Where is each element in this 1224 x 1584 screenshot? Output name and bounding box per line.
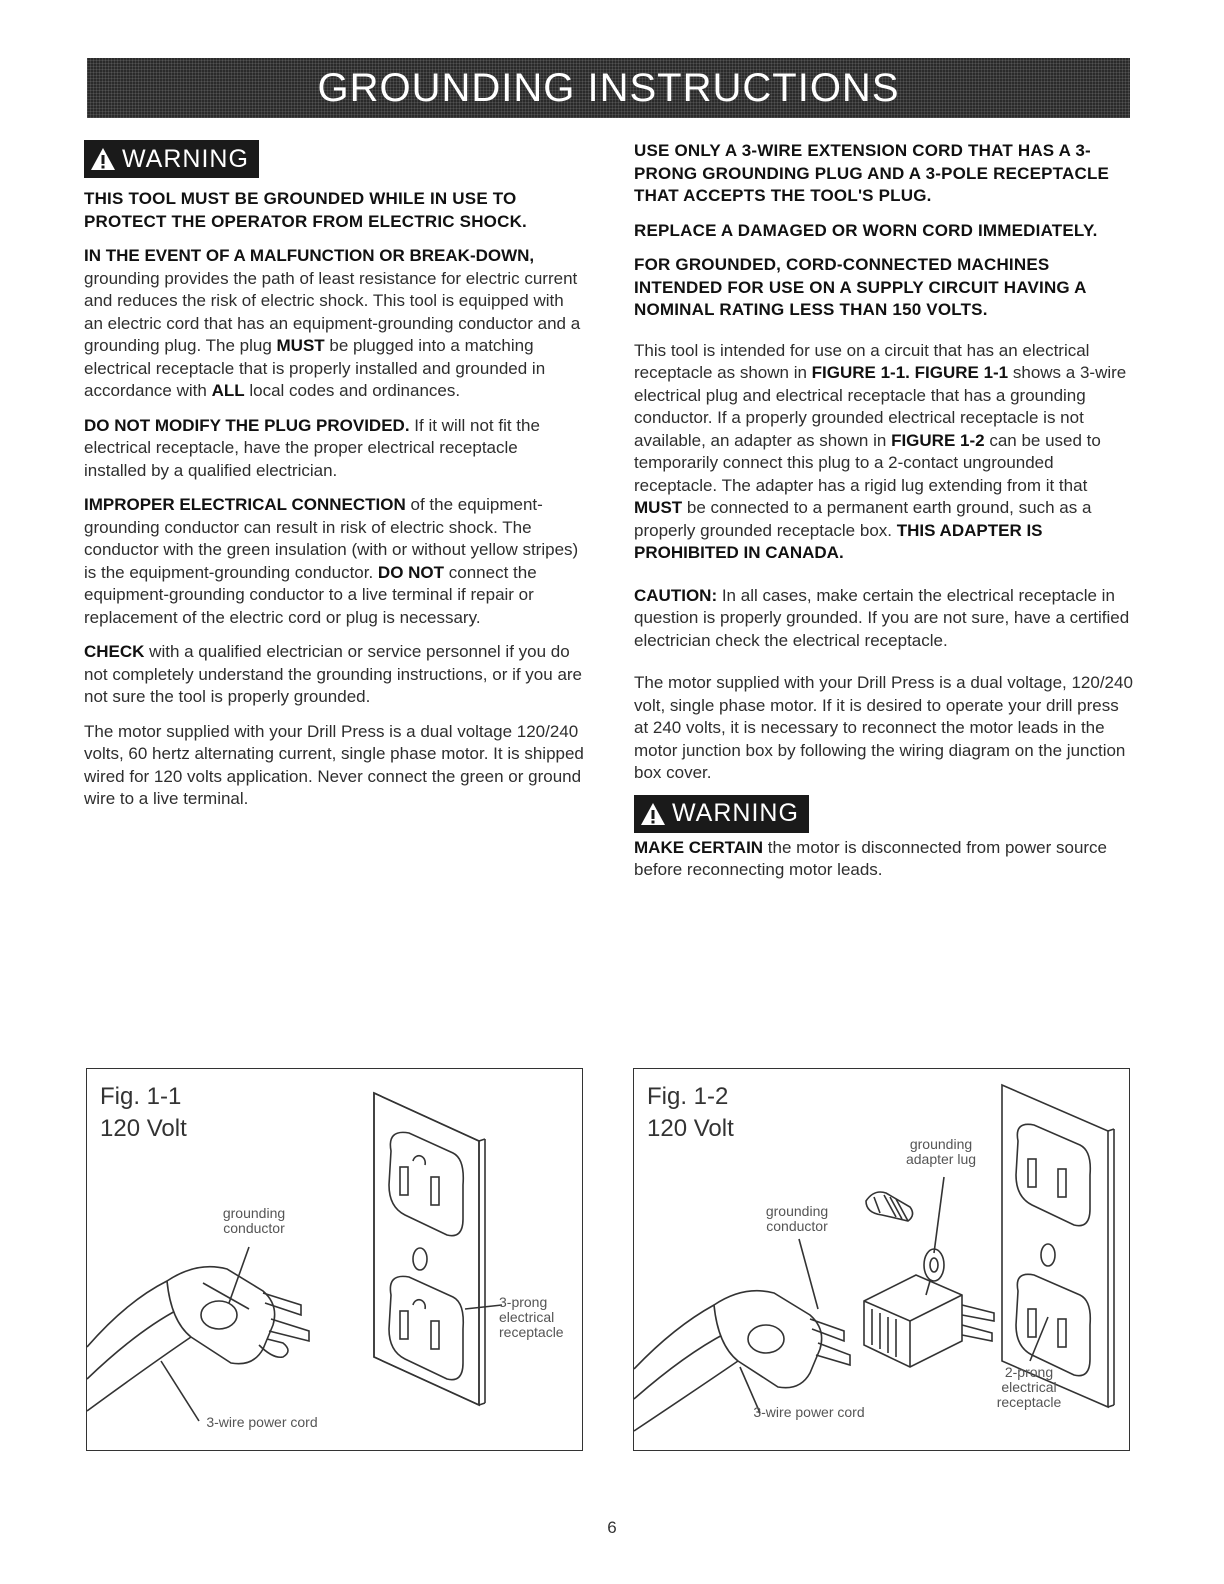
figure-1-2-ref: FIGURE 1-2	[891, 430, 985, 450]
check-lead: CHECK	[84, 642, 145, 661]
circuit-text-d: be connected to a permanent earth ground, such as a properly grounded receptacle box.	[634, 498, 1092, 540]
warning-text: THIS TOOL MUST BE GROUNDED WHILE IN USE TO PROTECT THE OPERATOR FROM ELECTRIC SHOCK.	[84, 189, 527, 231]
must-emphasis: MUST	[276, 336, 325, 355]
section-title-bar	[87, 58, 1130, 118]
warning-label: WARNING	[122, 144, 249, 173]
malfunction-text-a: grounding provides the path of least resistance for electric current and reduces the risk of electric shock. This tool is equipped with an electric cord that has an equipment-grounding conductor and a grounding plug. The plug	[84, 268, 581, 355]
warning-banner	[84, 140, 259, 178]
check-text: with a qualified electrician or service personnel if you do not completely understand the grounding instructions, or if you are not sure the tool is properly grounded.	[84, 642, 583, 706]
fig1-title-text: Fig. 1-1	[100, 1083, 182, 1110]
circuit-paragraph	[634, 340, 1134, 565]
section-title: GROUNDING INSTRUCTIONS	[317, 65, 900, 110]
figure-1-2-title	[647, 1081, 734, 1145]
make-certain-lead: MAKE CERTAIN	[634, 837, 764, 857]
fig2-cord-label: 3-wire power cord	[753, 1404, 865, 1420]
fig1-conductor-label-line1: grounding	[222, 1205, 286, 1221]
fig2-receptacle-label-line2: electrical	[1001, 1379, 1057, 1395]
malfunction-lead: IN THE EVENT OF A MALFUNCTION OR BREAK-DOWN,	[84, 246, 535, 265]
modify-plug-paragraph	[84, 415, 584, 483]
fig2-lug-label-line1: grounding	[909, 1136, 973, 1152]
fig2-lug-label	[891, 1137, 991, 1167]
fig2-receptacle-label	[984, 1365, 1074, 1410]
fig2-conductor-label-line1: grounding	[765, 1203, 829, 1219]
improper-text-a: of the equipment-grounding conductor can result in risk of electric shock. The conductor with the green insulation (with or without yellow stripes) is the equipment-grounding conductor.	[84, 495, 579, 582]
figure-1-1-title	[100, 1081, 187, 1145]
fig1-conductor-label-line2: conductor	[223, 1220, 285, 1236]
warning-banner-2	[634, 795, 809, 833]
left-column	[84, 140, 584, 823]
make-certain-paragraph	[634, 837, 1134, 882]
do-not-emphasis: DO NOT	[377, 562, 445, 582]
fig1-receptacle-label-line3: receptacle	[499, 1324, 564, 1340]
circuit-text-c: can be used to temporarily connect this plug to a 2-contact ungrounded receptacle. The adapter has a rigid lug extending from it that	[634, 430, 1101, 495]
warning-triangle-icon	[640, 802, 666, 826]
figure-1-2	[633, 1068, 1130, 1451]
fig2-lug-label-line2: adapter lug	[905, 1151, 977, 1167]
malfunction-paragraph	[84, 245, 584, 403]
fig2-receptacle-label-line1: 2-prong	[1004, 1364, 1054, 1380]
caution-paragraph	[634, 585, 1134, 653]
circuit-text-b: shows a 3-wire electrical plug and electrical receptacle that has a grounding conductor. If a properly grounded electrical receptacle is not available, an adapter as shown in	[634, 363, 1127, 450]
figure-1-1-ref: FIGURE 1-1. FIGURE 1-1	[811, 363, 1009, 382]
malfunction-text-b: be plugged into a matching electrical receptacle that is properly installed and grounded in accordance with	[84, 336, 546, 400]
motor-paragraph-right: The motor supplied with your Drill Press is a dual voltage, 120/240 volt, single phase motor. If it is desired to operate your drill press at 240 volts, it is necessary to reconnect the motor leads in the motor junction box by following the wiring diagram on the junction box cover.	[634, 673, 1133, 782]
fig1-conductor-label	[209, 1206, 299, 1236]
right-column	[634, 140, 1134, 894]
improper-connection-paragraph	[84, 494, 584, 629]
fig2-conductor-label-line2: conductor	[766, 1218, 828, 1234]
fig1-receptacle-label-line2: electrical	[499, 1309, 555, 1325]
all-emphasis: ALL	[211, 381, 245, 400]
fig2-receptacle-label-line3: receptacle	[996, 1394, 1062, 1410]
fig2-conductor-label	[752, 1204, 842, 1234]
caution-text: In all cases, make certain the electrical receptacle in question is properly grounded. If you are not sure, have a certified electrician check the electrical receptacle.	[634, 585, 1130, 650]
circuit-text-a: This tool is intended for use on a circuit that has an electrical receptacle as shown in	[634, 340, 1090, 382]
motor-paragraph-left: The motor supplied with your Drill Press is a dual voltage 120/240 volts, 60 hertz alternating current, single phase motor. It is shipped wired for 120 volts application. Never connect the green or ground wire to a live terminal.	[84, 721, 584, 808]
grounded-machines-heading: FOR GROUNDED, CORD-CONNECTED MACHINES INTENDED FOR USE ON A SUPPLY CIRCUIT HAVING A NOMINAL RATING LESS THAN 150 VOLTS.	[634, 255, 1086, 319]
figure-1-1	[86, 1068, 583, 1451]
fig1-receptacle-label-line1: 3-prong	[499, 1294, 548, 1310]
caution-lead: CAUTION:	[634, 585, 718, 605]
fig1-receptacle-label	[499, 1295, 579, 1340]
must-emphasis-right: MUST	[634, 498, 683, 517]
extension-cord-heading: USE ONLY A 3-WIRE EXTENSION CORD THAT HAS A 3-PRONG GROUNDING PLUG AND A 3-POLE RECEPTACLE THAT ACCEPTS THE TOOL'S PLUG.	[634, 141, 1110, 205]
modify-plug-text: If it will not fit the electrical receptacle, have the proper electrical receptacle installed by a qualified electrician.	[84, 415, 540, 480]
fig2-subtitle-text: 120 Volt	[647, 1115, 734, 1142]
make-certain-text: the motor is disconnected from power source before reconnecting motor leads.	[634, 837, 1108, 879]
warning-triangle-icon	[90, 147, 116, 171]
fig1-cord-label: 3-wire power cord	[206, 1414, 318, 1430]
page-number: 6	[607, 1518, 617, 1537]
warning-label-2: WARNING	[672, 799, 799, 828]
replace-cord-heading: REPLACE A DAMAGED OR WORN CORD IMMEDIATELY.	[634, 220, 1098, 240]
fig1-subtitle-text: 120 Volt	[100, 1115, 187, 1142]
improper-text-b: connect the equipment-grounding conductor to a live terminal if repair or replacement of the electric cord or plug is necessary.	[84, 562, 537, 627]
canada-prohibition: THIS ADAPTER IS PROHIBITED IN CANADA.	[634, 520, 1043, 562]
improper-connection-lead: IMPROPER ELECTRICAL CONNECTION	[84, 495, 406, 514]
fig2-title-text: Fig. 1-2	[647, 1083, 729, 1110]
modify-plug-lead: DO NOT MODIFY THE PLUG PROVIDED.	[84, 415, 410, 435]
check-paragraph	[84, 641, 584, 709]
malfunction-text-c: local codes and ordinances.	[244, 381, 461, 400]
